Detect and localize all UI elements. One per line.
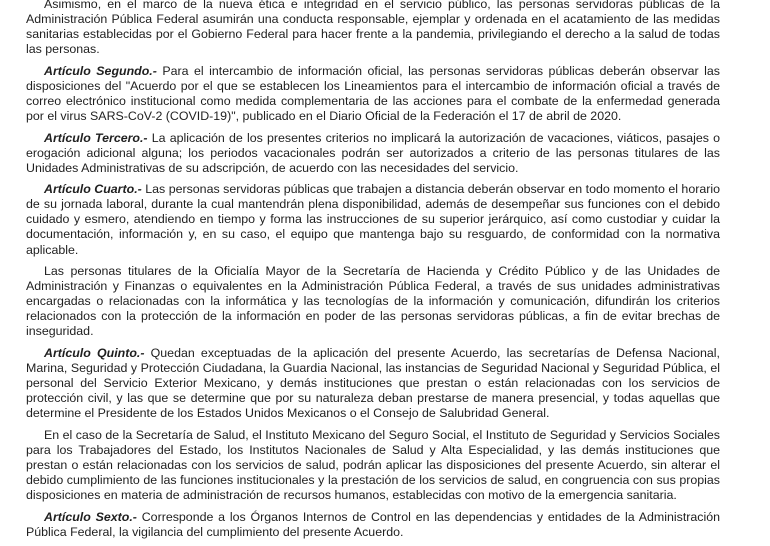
article-heading: Artículo Sexto.- (44, 509, 137, 524)
paragraph-ethics-intro (26, 0, 720, 57)
paragraph-articulo-segundo (26, 64, 720, 124)
document-body (26, 0, 720, 546)
paragraph-text: Quedan exceptuadas de la aplicación del presente Acuerdo, las secretarías de Defensa Nacional, Marina, Seguridad y Protección Ciudadana, la Guardia Nacional, las instancias de Seguridad Nacional y Seguridad Pública, el personal del Servicio Exterior Mexicano, y demás instituciones que prestan o están relacionadas con los servicios de protección civil, y las que se determine que por su naturaleza deban prestarse de manera presencial, y todas aquellas que determine el Presidente de los Estados Unidos Mexicanos o el Consejo de Salubridad General. (26, 345, 720, 421)
article-heading: Artículo Quinto.- (44, 345, 145, 360)
paragraph-articulo-sexto (26, 510, 720, 540)
paragraph-text: La aplicación de los presentes criterios no implicará la autorización de vacaciones, viáticos, pasajes o erogación adicional alguna; los periodos vacacionales podrán ser autorizados a criterio de las personas titulares de las Unidades Administrativas de su adscripción, de acuerdo con las necesidades del servicio. (26, 130, 720, 175)
paragraph-articulo-tercero (26, 131, 720, 176)
paragraph-text: Para el intercambio de información oficial, las personas servidoras públicas deberán observar las disposiciones del "Acuerdo por el que se establecen los Lineamientos para el intercambio de información oficial a través de correo electrónico institucional como medida complementaria de las acciones para el combate de la enfermedad generada por el virus SARS-CoV-2 (COVID-19)", publicado en el Diario Oficial de la Federación el 17 de abril de 2020. (26, 63, 720, 124)
paragraph-oficialia-mayor (26, 264, 720, 339)
article-heading: Artículo Cuarto.- (44, 182, 142, 197)
article-heading: Artículo Segundo.- (44, 63, 157, 78)
paragraph-text: En el caso de la Secretaría de Salud, el Instituto Mexicano del Seguro Social, el Instituto de Seguridad y Servicios Sociales para los Trabajadores del Estado, los Institutos Nacionales de Salud y Alta Especialidad, y las demás instituciones que prestan o están relacionadas con los servicios de salud, podrán aplicar las disposiciones del presente Acuerdo, sin alterar el debido cumplimiento de las funciones institucionales y la prestación de los servicios de salud, en congruencia con sus propias disposiciones en materia de administración de recursos humanos, establecidas con motivo de la emergencia sanitaria. (26, 427, 720, 503)
paragraph-text: Las personas servidoras públicas que trabajen a distancia deberán observar en todo momento el horario de su jornada laboral, durante la cual mantendrán plena disponibilidad, además de desempeñar sus funciones con el debido cuidado y esmero, atendiendo en tiempo y forma las instrucciones de su superior jerárquico, así como custodiar y cuidar la documentación, información y, en su caso, el equipo que mantenga bajo su resguardo, de conformidad con la normativa aplicable. (26, 182, 720, 257)
paragraph-text: Las personas titulares de la Oficialía Mayor de la Secretaría de Hacienda y Crédito Público y de las Unidades de Administración y Finanzas o equivalentes en la Administración Pública Federal, a través de sus unidades administrativas encargadas o relacionadas con la informática y las tecnologías de la información y comunicación, difundirán los criterios relacionados con la protección de la información en poder de las personas servidoras públicas, a fin de evitar brechas de inseguridad. (26, 264, 720, 339)
paragraph-articulo-cuarto (26, 182, 720, 257)
article-heading: Artículo Tercero.- (44, 130, 148, 145)
paragraph-articulo-quinto (26, 346, 720, 421)
paragraph-text: Asimismo, en el marco de la nueva ética e integridad en el servicio público, las personas servidoras públicas de la Administración Pública Federal asumirán una conducta responsable, ejemplar y ordenada en el acatamiento de las medidas sanitarias establecidas por el Gobierno Federal para hacer frente a la pandemia, privilegiando el derecho a la salud de todas las personas. (26, 0, 720, 57)
paragraph-text: Corresponde a los Órganos Internos de Control en las dependencias y entidades de la Administración Pública Federal, la vigilancia del cumplimiento del presente Acuerdo. (26, 509, 721, 539)
paragraph-secretaria-salud (26, 428, 720, 503)
